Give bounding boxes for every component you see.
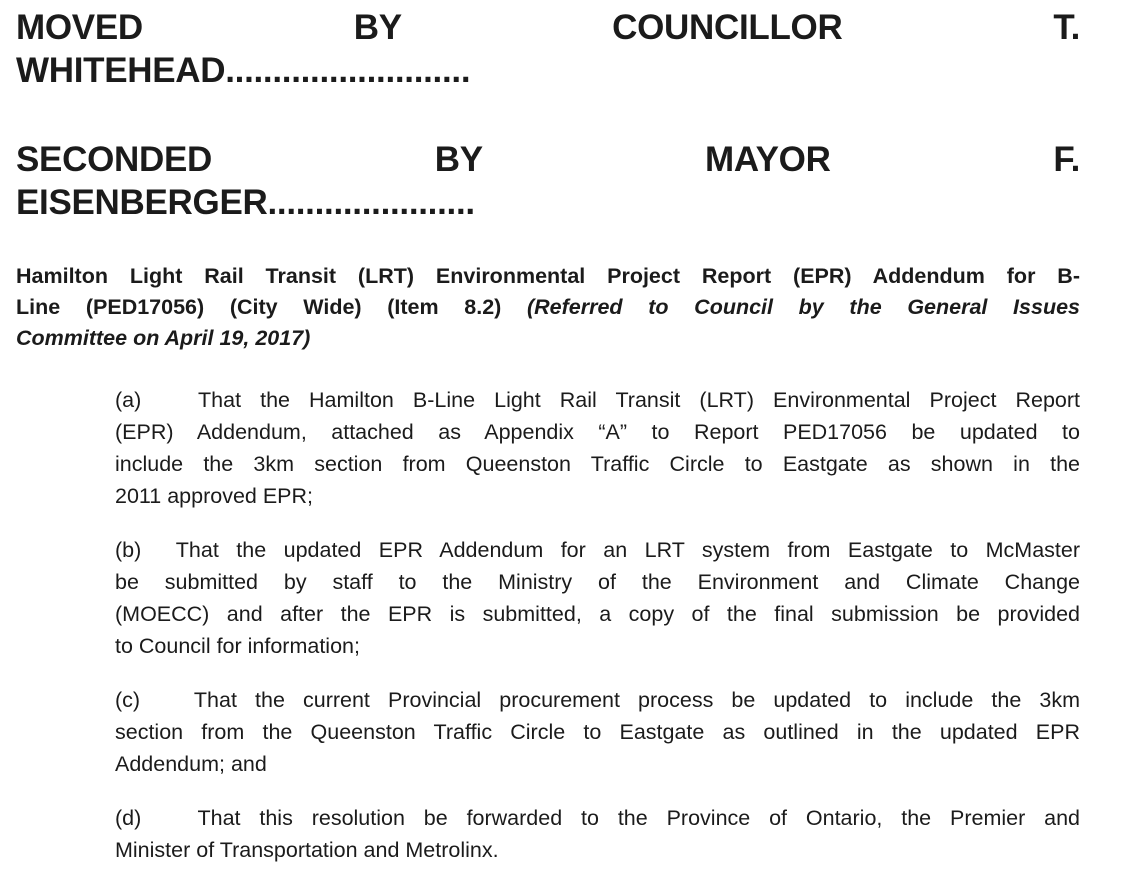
item-heading [16, 261, 1080, 354]
clause-b [115, 534, 1080, 662]
text-segment: SECONDED BY MAYOR F. [16, 140, 1080, 179]
text-line [115, 448, 1080, 480]
text-line [16, 6, 1080, 49]
text-segment: (d) That this resolution be forwarded to the Province of Ontario, the Premier and [115, 806, 1080, 830]
text-segment: Committee on April 19, 2017) [16, 326, 311, 350]
text-line [115, 480, 1080, 512]
text-segment: section from the Queenston Traffic Circle to Eastgate as outlined in the updated EPR [115, 720, 1080, 744]
moved-by-motion-line [16, 6, 1080, 92]
text-segment: 2011 approved EPR; [115, 484, 314, 508]
text-segment: (c) That the current Provincial procurement process be updated to include the 3km [115, 688, 1080, 712]
clause-a [115, 384, 1080, 512]
text-line [115, 748, 1080, 780]
text-segment: WHITEHEAD.......................... [16, 51, 471, 90]
text-line [115, 534, 1080, 566]
text-segment: (EPR) Addendum, attached as Appendix “A” to Report PED17056 be updated to [115, 420, 1080, 444]
text-segment: Addendum; and [115, 752, 267, 776]
text-segment: Minister of Transportation and Metrolinx. [115, 838, 499, 862]
text-segment: (a) That the Hamilton B-Line Light Rail Transit (LRT) Environmental Project Report [115, 388, 1080, 412]
text-line [16, 292, 1080, 323]
text-line [16, 323, 1080, 354]
text-segment: to Council for information; [115, 634, 360, 658]
seconded-by-motion-line [16, 138, 1080, 224]
text-line [115, 716, 1080, 748]
text-segment: Line (PED17056) (City Wide) (Item 8.2) [16, 295, 527, 319]
text-segment: Hamilton Light Rail Transit (LRT) Environmental Project Report (EPR) Addendum for B- [16, 264, 1080, 288]
text-line [115, 630, 1080, 662]
text-segment: (b) That the updated EPR Addendum for an LRT system from Eastgate to McMaster [115, 538, 1080, 562]
text-line [16, 181, 1080, 224]
text-segment: EISENBERGER...................... [16, 183, 475, 222]
text-segment: (MOECC) and after the EPR is submitted, a copy of the final submission be provided [115, 602, 1080, 626]
text-segment: include the 3km section from Queenston Traffic Circle to Eastgate as shown in the [115, 452, 1080, 476]
text-line [115, 416, 1080, 448]
text-line [115, 598, 1080, 630]
clause-c [115, 684, 1080, 780]
text-line [115, 834, 1080, 866]
text-line [115, 384, 1080, 416]
text-segment: MOVED BY COUNCILLOR T. [16, 8, 1080, 47]
text-segment: (Referred to Council by the General Issues [526, 295, 1080, 319]
text-line [115, 684, 1080, 716]
text-segment: be submitted by staff to the Ministry of the Environment and Climate Change [115, 570, 1080, 594]
text-line [16, 261, 1080, 292]
text-line [16, 138, 1080, 181]
text-line [115, 566, 1080, 598]
clause-d [115, 802, 1080, 866]
text-line [115, 802, 1080, 834]
text-line [16, 49, 1080, 92]
